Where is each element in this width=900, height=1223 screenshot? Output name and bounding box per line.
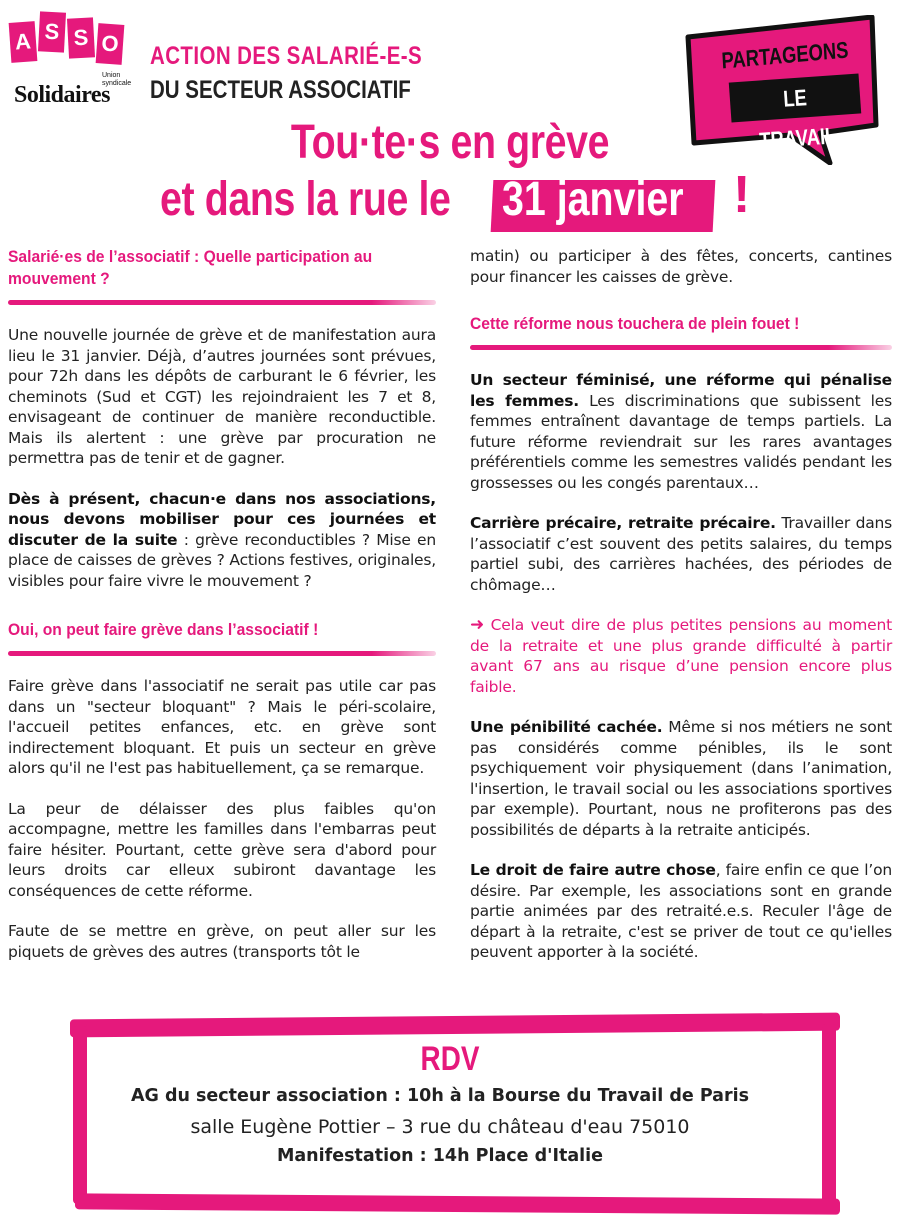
rdv-address-line: salle Eugène Pottier – 3 rue du château d'eau 75010	[190, 1116, 690, 1138]
paragraph-carriere-bold: Carrière précaire, retraite précaire.	[470, 514, 776, 532]
paragraph-penibilite-rest: Même si nos métiers ne sont pas considérés comme pénibles, ils le sont psychiquement voir physiquement (dans l’animation, l'insertion, le travail social ou les associations sportives par exemple). Pourtant, nous ne profiterons pas des possibilités de départs à la retraite anticipés.	[470, 718, 892, 839]
section-title-participation: Salarié·es de l’associatif : Quelle participation au mouvement ?	[8, 247, 373, 288]
brush-divider	[8, 300, 436, 305]
paragraph-femmes-bold: Un secteur féminisé, une réforme qui pénalise les femmes.	[470, 371, 892, 410]
rdv-border-top	[70, 1013, 840, 1038]
paragraph-droit	[470, 860, 892, 963]
section-title-reforme: Cette réforme nous touchera de plein fouet !	[470, 314, 800, 333]
headline-line1: Tou·te·s en grève	[290, 116, 610, 169]
logo-letter-s2: S	[67, 17, 95, 58]
paragraph-pensions-text: Cela veut dire de plus petites pensions au moment de la retraite et une plus grande difficulté à partir avant 67 ans au risque d’une pension encore plus faible.	[470, 616, 892, 696]
brush-divider	[8, 651, 436, 656]
rdv-border-right	[822, 1024, 836, 1206]
logo-letter-s1: S	[38, 11, 66, 52]
rdv-border-bottom	[75, 1193, 840, 1214]
paragraph-mobiliser-rest: : grève reconductibles ? Mise en place de caisses de grèves ? Actions festives, originales, visibles pour faire vivre le mouvement ?	[8, 530, 436, 590]
paragraph-femmes-rest: Les discriminations que subissent les femmes entraînent davantage de temps partiels. La future réforme reviendrait sur les rares avantages préférentiels comme les semestres validés pendant les grossesses ou les congés parentaux…	[470, 391, 892, 492]
paragraph-journee: Une nouvelle journée de grève et de manifestation aura lieu le 31 janvier. Déjà, d’autres journées sont prévues, pour 72h dans les dépôts de carburant le 6 février, les cheminots (Sud et CGT) les rejoindraient les 7 et 8, envisageant de continuer de manière reconductible. Mais ils alertent : une grève par procuration ne permettra pas de tenir et de gagner.	[8, 326, 436, 467]
logo-solidaires: Solidaires	[14, 82, 110, 108]
headline-exclamation: !	[733, 166, 751, 224]
headline-date: 31 janvier	[502, 173, 684, 226]
paragraph-droit-rest: , faire enfin ce que l’on désire. Par exemple, les associations sont en grande partie animées par des retraité.e.s. Reculer l'âge de départ à la retraite, c'est se priver de tout ce qu'ielles peuvent apporter à la société.	[470, 861, 892, 961]
paragraph-droit-bold: Le droit de faire autre chose	[470, 861, 716, 879]
paragraph-mobiliser	[8, 489, 436, 592]
left-column	[8, 246, 436, 982]
paragraph-penibilite-bold: Une pénibilité cachée.	[470, 718, 663, 736]
rdv-title: RDV	[420, 1040, 480, 1078]
asso-logo	[10, 12, 130, 78]
bubble-line2: LE TRAVAIL	[758, 84, 838, 154]
paragraph-carriere-rest: Travailler dans l’associatif c’est souvent des petits salaires, du temps partiel subi, des carrières hachées, des périodes de chômage…	[470, 514, 893, 594]
headline-line2-wrap	[160, 172, 514, 232]
org-title-line2: DU SECTEUR ASSOCIATIF	[150, 76, 411, 104]
logo-letter-o: O	[96, 23, 125, 65]
brush-divider	[470, 345, 892, 350]
rdv-ag-line: AG du secteur association : 10h à la Bourse du Travail de Paris	[130, 1086, 750, 1106]
right-column	[470, 246, 892, 983]
paragraph-mobiliser-bold: Dès à présent, chacun·e dans nos associations, nous devons mobiliser pour ces journées et discuter de la suite	[8, 489, 436, 549]
paragraph-continuation: matin) ou participer à des fêtes, concerts, cantines pour financer les caisses de grève.	[470, 247, 892, 286]
org-title-line1: ACTION DES SALARIÉ-E-S	[150, 42, 423, 70]
paragraph-peur: La peur de délaisser des plus faibles qu'on accompagne, mettre les familles dans l'embarras peut faire hésiter. Pourtant, cette grève sera d'abord pour leurs droits car elleux subiront davantage les conséquences de cette réforme.	[8, 799, 436, 900]
logo-union-text: Union syndicale	[102, 72, 132, 87]
rdv-manif-line: Manifestation : 14h Place d'Italie	[276, 1146, 604, 1166]
paragraph-secteur-bloquant: Faire grève dans l'associatif ne serait pas utile car pas dans un "secteur bloquant" ? Mais le péri-scolaire, l'accueil petites enfances, etc. en grève sont indirectement bloquant. Et puis un secteur en grève alors qu'il ne l'est pas habituellement, ça se remarque.	[8, 677, 436, 777]
paragraph-piquets: Faute de se mettre en grève, on peut aller sur les piquets de grèves des autres (transports tôt le	[8, 922, 436, 961]
logo-letter-a: A	[9, 21, 38, 63]
bubble-line1: PARTAGEONS	[720, 36, 850, 74]
paragraph-carriere	[470, 513, 892, 595]
headline-line2: et dans la rue le	[160, 173, 451, 226]
paragraph-penibilite	[470, 717, 892, 840]
paragraph-pensions	[470, 615, 892, 697]
section-title-greve-associatif: Oui, on peut faire grève dans l’associatif !	[8, 620, 319, 639]
arrow-right-icon: ➜	[470, 615, 485, 635]
paragraph-femmes	[470, 370, 892, 493]
